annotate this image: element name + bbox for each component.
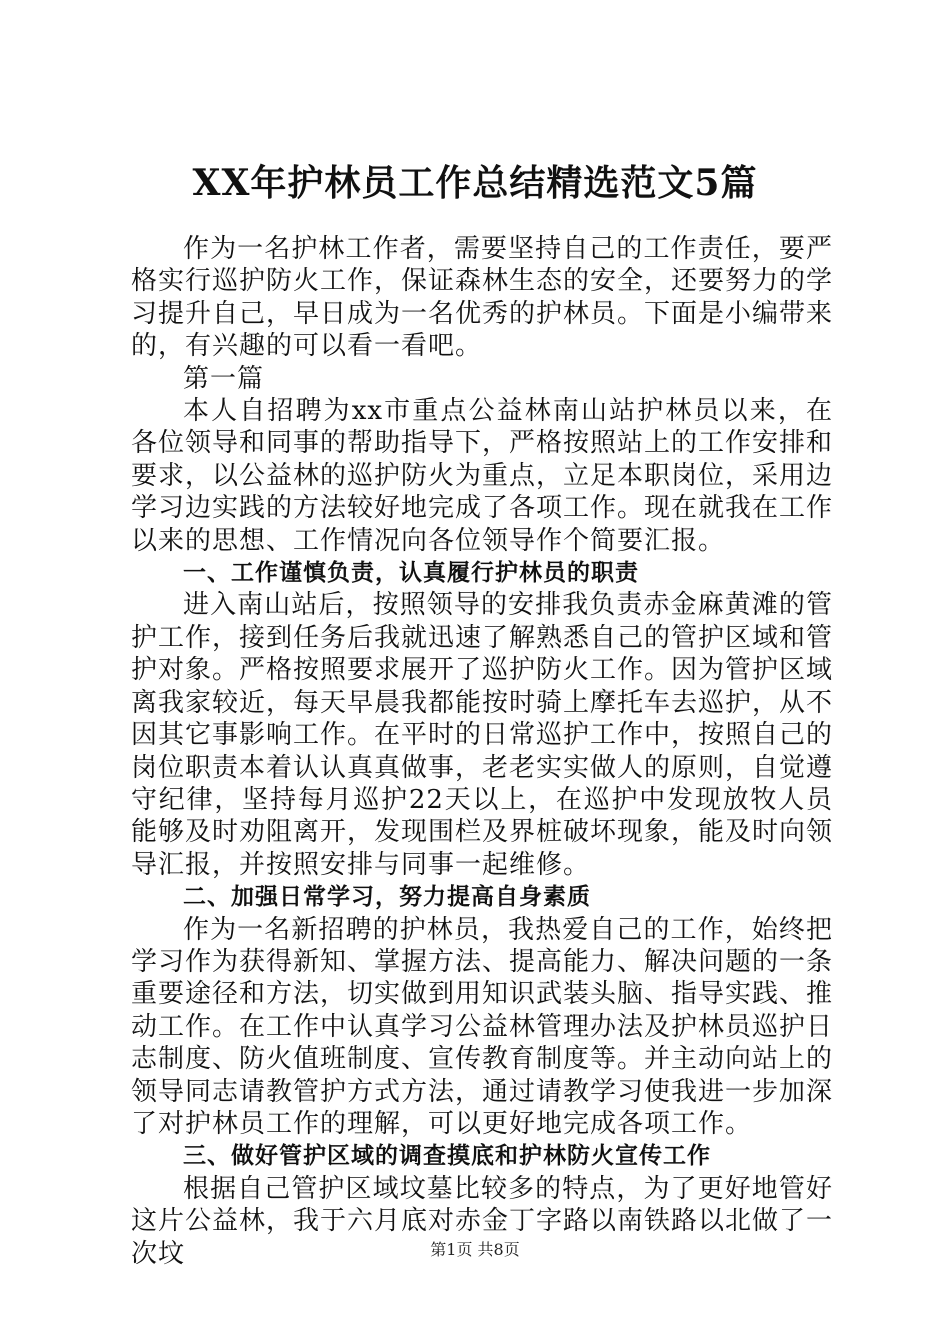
body-paragraph: 根据自己管护区域坟墓比较多的特点，为了更好地管好这片公益林，我于六月底对赤金丁字路以南铁路以北做了一次坟 xyxy=(131,1173,834,1269)
intro-paragraph: 作为一名护林工作者，需要坚持自己的工作责任，要严格实行巡护防火工作，保证森林生态的安全，还要努力的学习提升自己，早日成为一名优秀的护林员。下面是小编带来的，有兴趣的可以看一看吧。 xyxy=(131,234,834,362)
section-label: 第一篇 xyxy=(183,363,265,394)
document-title: XX年护林员工作总结精选范文5篇 xyxy=(192,162,758,204)
body-paragraph: 本人自招聘为xx市重点公益林南山站护林员以来，在各位领导和同事的帮助指导下，严格按照站上的工作安排和要求，以公益林的巡护防火为重点，立足本职岗位，采用边学习边实践的方法较好地完成了各项工作。现在就我在工作以来的思想、工作情况向各位领导作个简要汇报。 xyxy=(131,396,834,556)
page-number-footer: 第1页 共8页 xyxy=(430,1240,520,1259)
section-heading: 二、加强日常学习，努力提高自身素质 xyxy=(183,884,591,911)
section-heading: 三、做好管护区域的调查摸底和护林防火宣传工作 xyxy=(183,1143,711,1170)
body-paragraph: 进入南山站后，按照领导的安排我负责赤金麻黄滩的管护工作，接到任务后我就迅速了解熟悉自己的管护区域和管护对象。严格按照要求展开了巡护防火工作。因为管护区域离我家较近，每天早晨我都能按时骑上摩托车去巡护，从不因其它事影响工作。在平时的日常巡护工作中，按照自己的岗位职责本着认认真真做事，老老实实做人的原则，自觉遵守纪律，坚持每月巡护22天以上，在巡护中发现放牧人员能够及时劝阻离开，发现围栏及界桩破坏现象，能及时向领导汇报，并按照安排与同事一起维修。 xyxy=(131,590,834,880)
section-heading: 一、工作谨慎负责，认真履行护林员的职责 xyxy=(183,560,639,587)
document-body xyxy=(131,233,833,1270)
body-paragraph: 作为一名新招聘的护林员，我热爱自己的工作，始终把学习作为获得新知、掌握方法、提高能力、解决问题的一条重要途径和方法，切实做到用知识武装头脑、指导实践、推动工作。在工作中认真学习公益林管理办法及护林员巡护日志制度、防火值班制度、宣传教育制度等。并主动向站上的领导同志请教管护方式方法，通过请教学习使我进一步加深了对护林员工作的理解，可以更好地完成各项工作。 xyxy=(131,914,834,1139)
